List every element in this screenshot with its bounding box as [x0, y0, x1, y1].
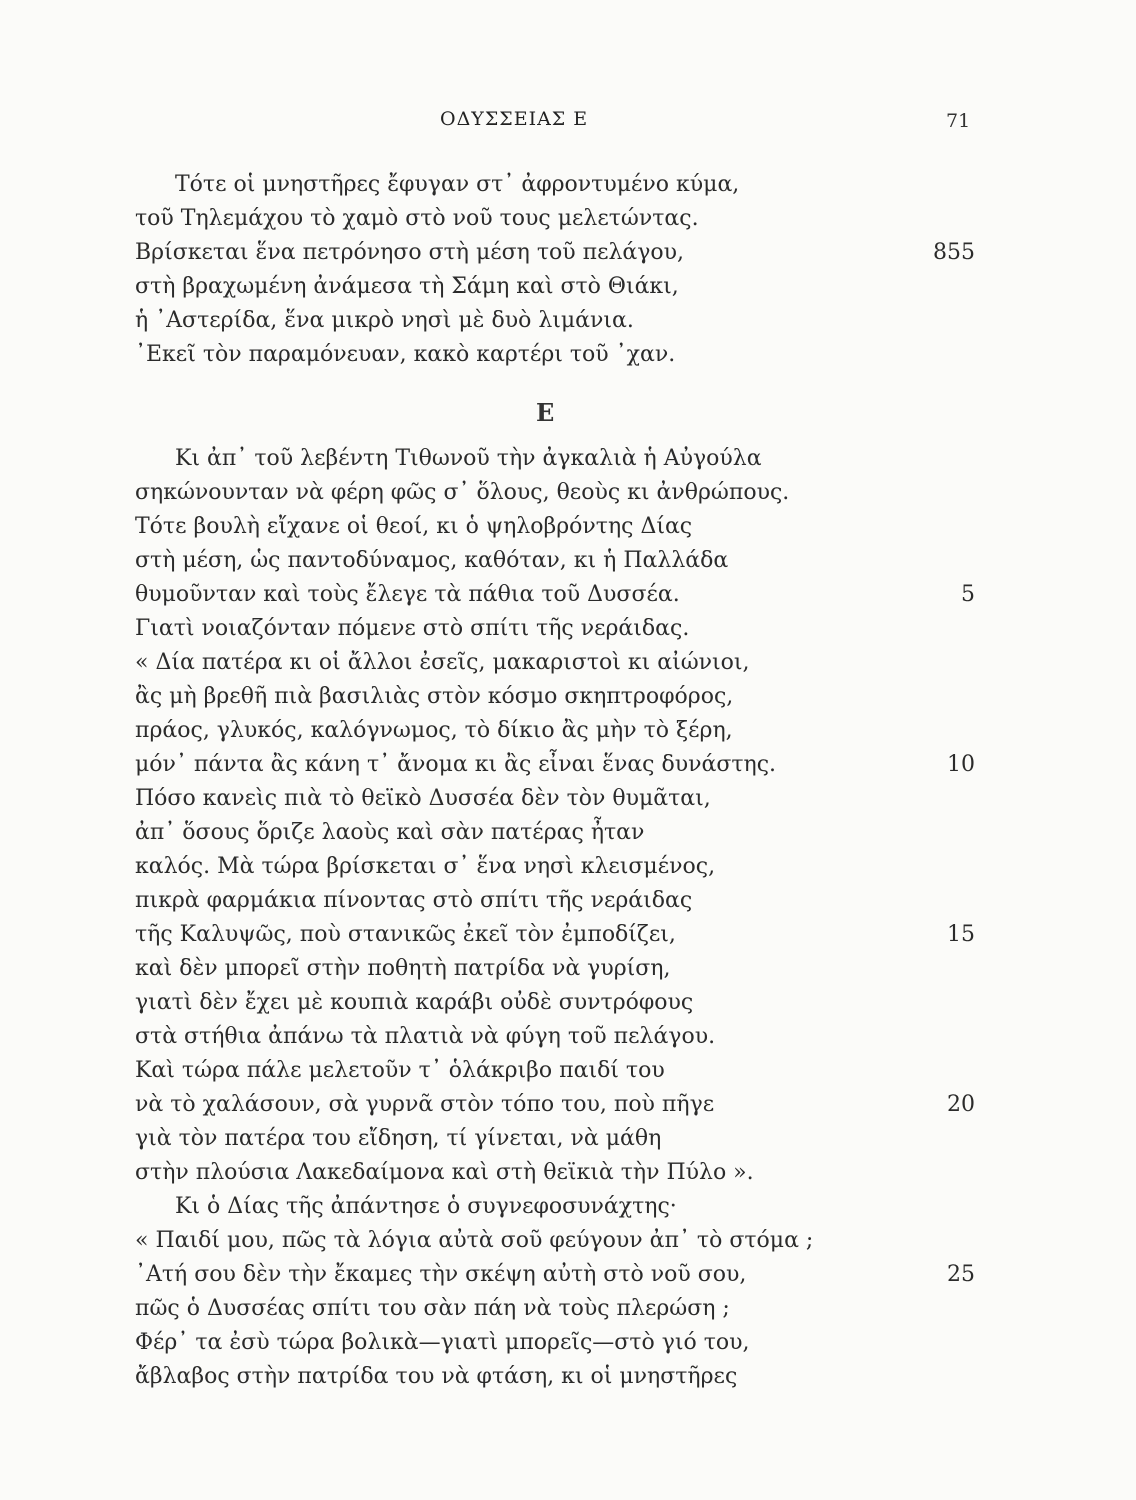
line-number: 10 [947, 752, 975, 777]
verse-line: « Παιδί μου, πῶς τὰ λόγια αὐτὰ σοῦ φεύγουν ἀπ᾽ τὸ στόμα ; [135, 1228, 814, 1253]
line-number: 855 [933, 240, 975, 265]
line-number: 25 [947, 1262, 975, 1287]
line-number: 20 [947, 1092, 975, 1117]
verse-line: στὰ στήθια ἀπάνω τὰ πλατιὰ νὰ φύγη τοῦ πελάγου. [135, 1024, 716, 1049]
verse-line: « Δία πατέρα κι οἱ ἄλλοι ἐσεῖς, μακαριστοὶ κι αἰώνιοι, [135, 650, 750, 675]
verse-line: καλός. Μὰ τώρα βρίσκεται σ᾽ ἕνα νησὶ κλεισμένος, [135, 854, 716, 879]
verse-line: Φέρ᾽ τα ἐσὺ τώρα βολικὰ—γιατὶ μπορεῖς—στὸ γιό του, [135, 1330, 750, 1355]
verse-line: στὴ βραχωμένη ἀνάμεσα τὴ Σάμη καὶ στὸ Θιάκι, [135, 274, 679, 299]
verse-line: νὰ τὸ χαλάσουν, σὰ γυρνᾶ στὸν τόπο του, ποὺ πῆγε [135, 1092, 715, 1117]
verse-line: ᾽Εκεῖ τὸν παραμόνευαν, κακὸ καρτέρι τοῦ ᾽χαν. [135, 342, 676, 367]
running-title: ΟΔΥΣΣΕΙΑΣ Ε [440, 108, 589, 130]
verse-line: ἄβλαβος στὴν πατρίδα του νὰ φτάση, κι οἱ μνηστῆρες [135, 1364, 738, 1389]
verse-line: Κι ὁ Δίας τῆς ἀπάντησε ὁ συγνεφοσυνάχτης· [175, 1194, 677, 1219]
page-number: 71 [946, 110, 971, 132]
verse-line: καὶ δὲν μπορεῖ στὴν ποθητὴ πατρίδα νὰ γυρίση, [135, 956, 671, 981]
verse-line: ἂς μὴ βρεθῆ πιὰ βασιλιὰς στὸν κόσμο σκηπτροφόρος, [135, 684, 734, 709]
verse-line: μόν᾽ πάντα ἂς κάνη τ᾽ ἄνομα κι ἂς εἶναι ἕνας δυνάστης. [135, 752, 777, 777]
verse-line: σηκώνουνταν νὰ φέρη φῶς σ᾽ ὅλους, θεοὺς κι ἀνθρώπους. [135, 480, 790, 505]
verse-line: πράος, γλυκός, καλόγνωμος, τὸ δίκιο ἂς μὴν τὸ ξέρη, [135, 718, 733, 743]
verse-line: Καὶ τώρα πάλε μελετοῦν τ᾽ ὁλάκριβο παιδί του [135, 1058, 665, 1083]
verse-line: στὴ μέση, ὡς παντοδύναμος, καθόταν, κι ἡ Παλλάδα [135, 548, 729, 573]
verse-line: Πόσο κανεὶς πιὰ τὸ θεϊκὸ Δυσσέα δὲν τὸν θυμᾶται, [135, 786, 711, 811]
verse-line: τῆς Καλυψῶς, ποὺ στανικῶς ἐκεῖ τὸν ἐμποδίζει, [135, 922, 676, 947]
verse-line: πικρὰ φαρμάκια πίνοντας στὸ σπίτι τῆς νεράιδας [135, 888, 693, 913]
verse-line: ᾽Ατή σου δὲν τὴν ἔκαμες τὴν σκέψη αὐτὴ στὸ νοῦ σου, [135, 1262, 747, 1287]
verse-line: Γιατὶ νοιαζόνταν πόμενε στὸ σπίτι τῆς νεράιδας. [135, 616, 690, 641]
verse-line: Τότε οἱ μνηστῆρες ἔφυγαν στ᾽ ἀφροντυμένο κύμα, [175, 172, 740, 197]
verse-line: γιὰ τὸν πατέρα του εἴδηση, τί γίνεται, νὰ μάθη [135, 1126, 662, 1151]
verse-line: Τότε βουλὴ εἴχανε οἱ θεοί, κι ὁ ψηλοβρόντης Δίας [135, 514, 693, 539]
verse-line: πῶς ὁ Δυσσέας σπίτι του σὰν πάη νὰ τοὺς πλερώση ; [135, 1296, 730, 1321]
verse-line: Κι ἀπ᾽ τοῦ λεβέντη Τιθωνοῦ τὴν ἀγκαλιὰ ἡ Αὐγούλα [175, 446, 762, 471]
verse-line: ἀπ᾽ ὅσους ὅριζε λαοὺς καὶ σὰν πατέρας ἦταν [135, 820, 645, 845]
line-number: 15 [947, 922, 975, 947]
verse-line: ἡ ᾽Αστερίδα, ἕνα μικρὸ νησὶ μὲ δυὸ λιμάνια. [135, 308, 634, 333]
verse-line: Βρίσκεται ἕνα πετρόνησο στὴ μέση τοῦ πελάγου, [135, 240, 685, 265]
line-number: 5 [961, 582, 975, 607]
verse-line: θυμοῦνταν καὶ τοὺς ἔλεγε τὰ πάθια τοῦ Δυσσέα. [135, 582, 680, 607]
verse-line: γιατὶ δὲν ἔχει μὲ κουπιὰ καράβι οὐδὲ συντρόφους [135, 990, 694, 1015]
verse-line: στὴν πλούσια Λακεδαίμονα καὶ στὴ θεϊκιὰ τὴν Πύλο ». [135, 1160, 754, 1185]
verse-line: τοῦ Τηλεμάχου τὸ χαμὸ στὸ νοῦ τους μελετώντας. [135, 206, 699, 231]
book-heading: Ε [536, 398, 555, 427]
